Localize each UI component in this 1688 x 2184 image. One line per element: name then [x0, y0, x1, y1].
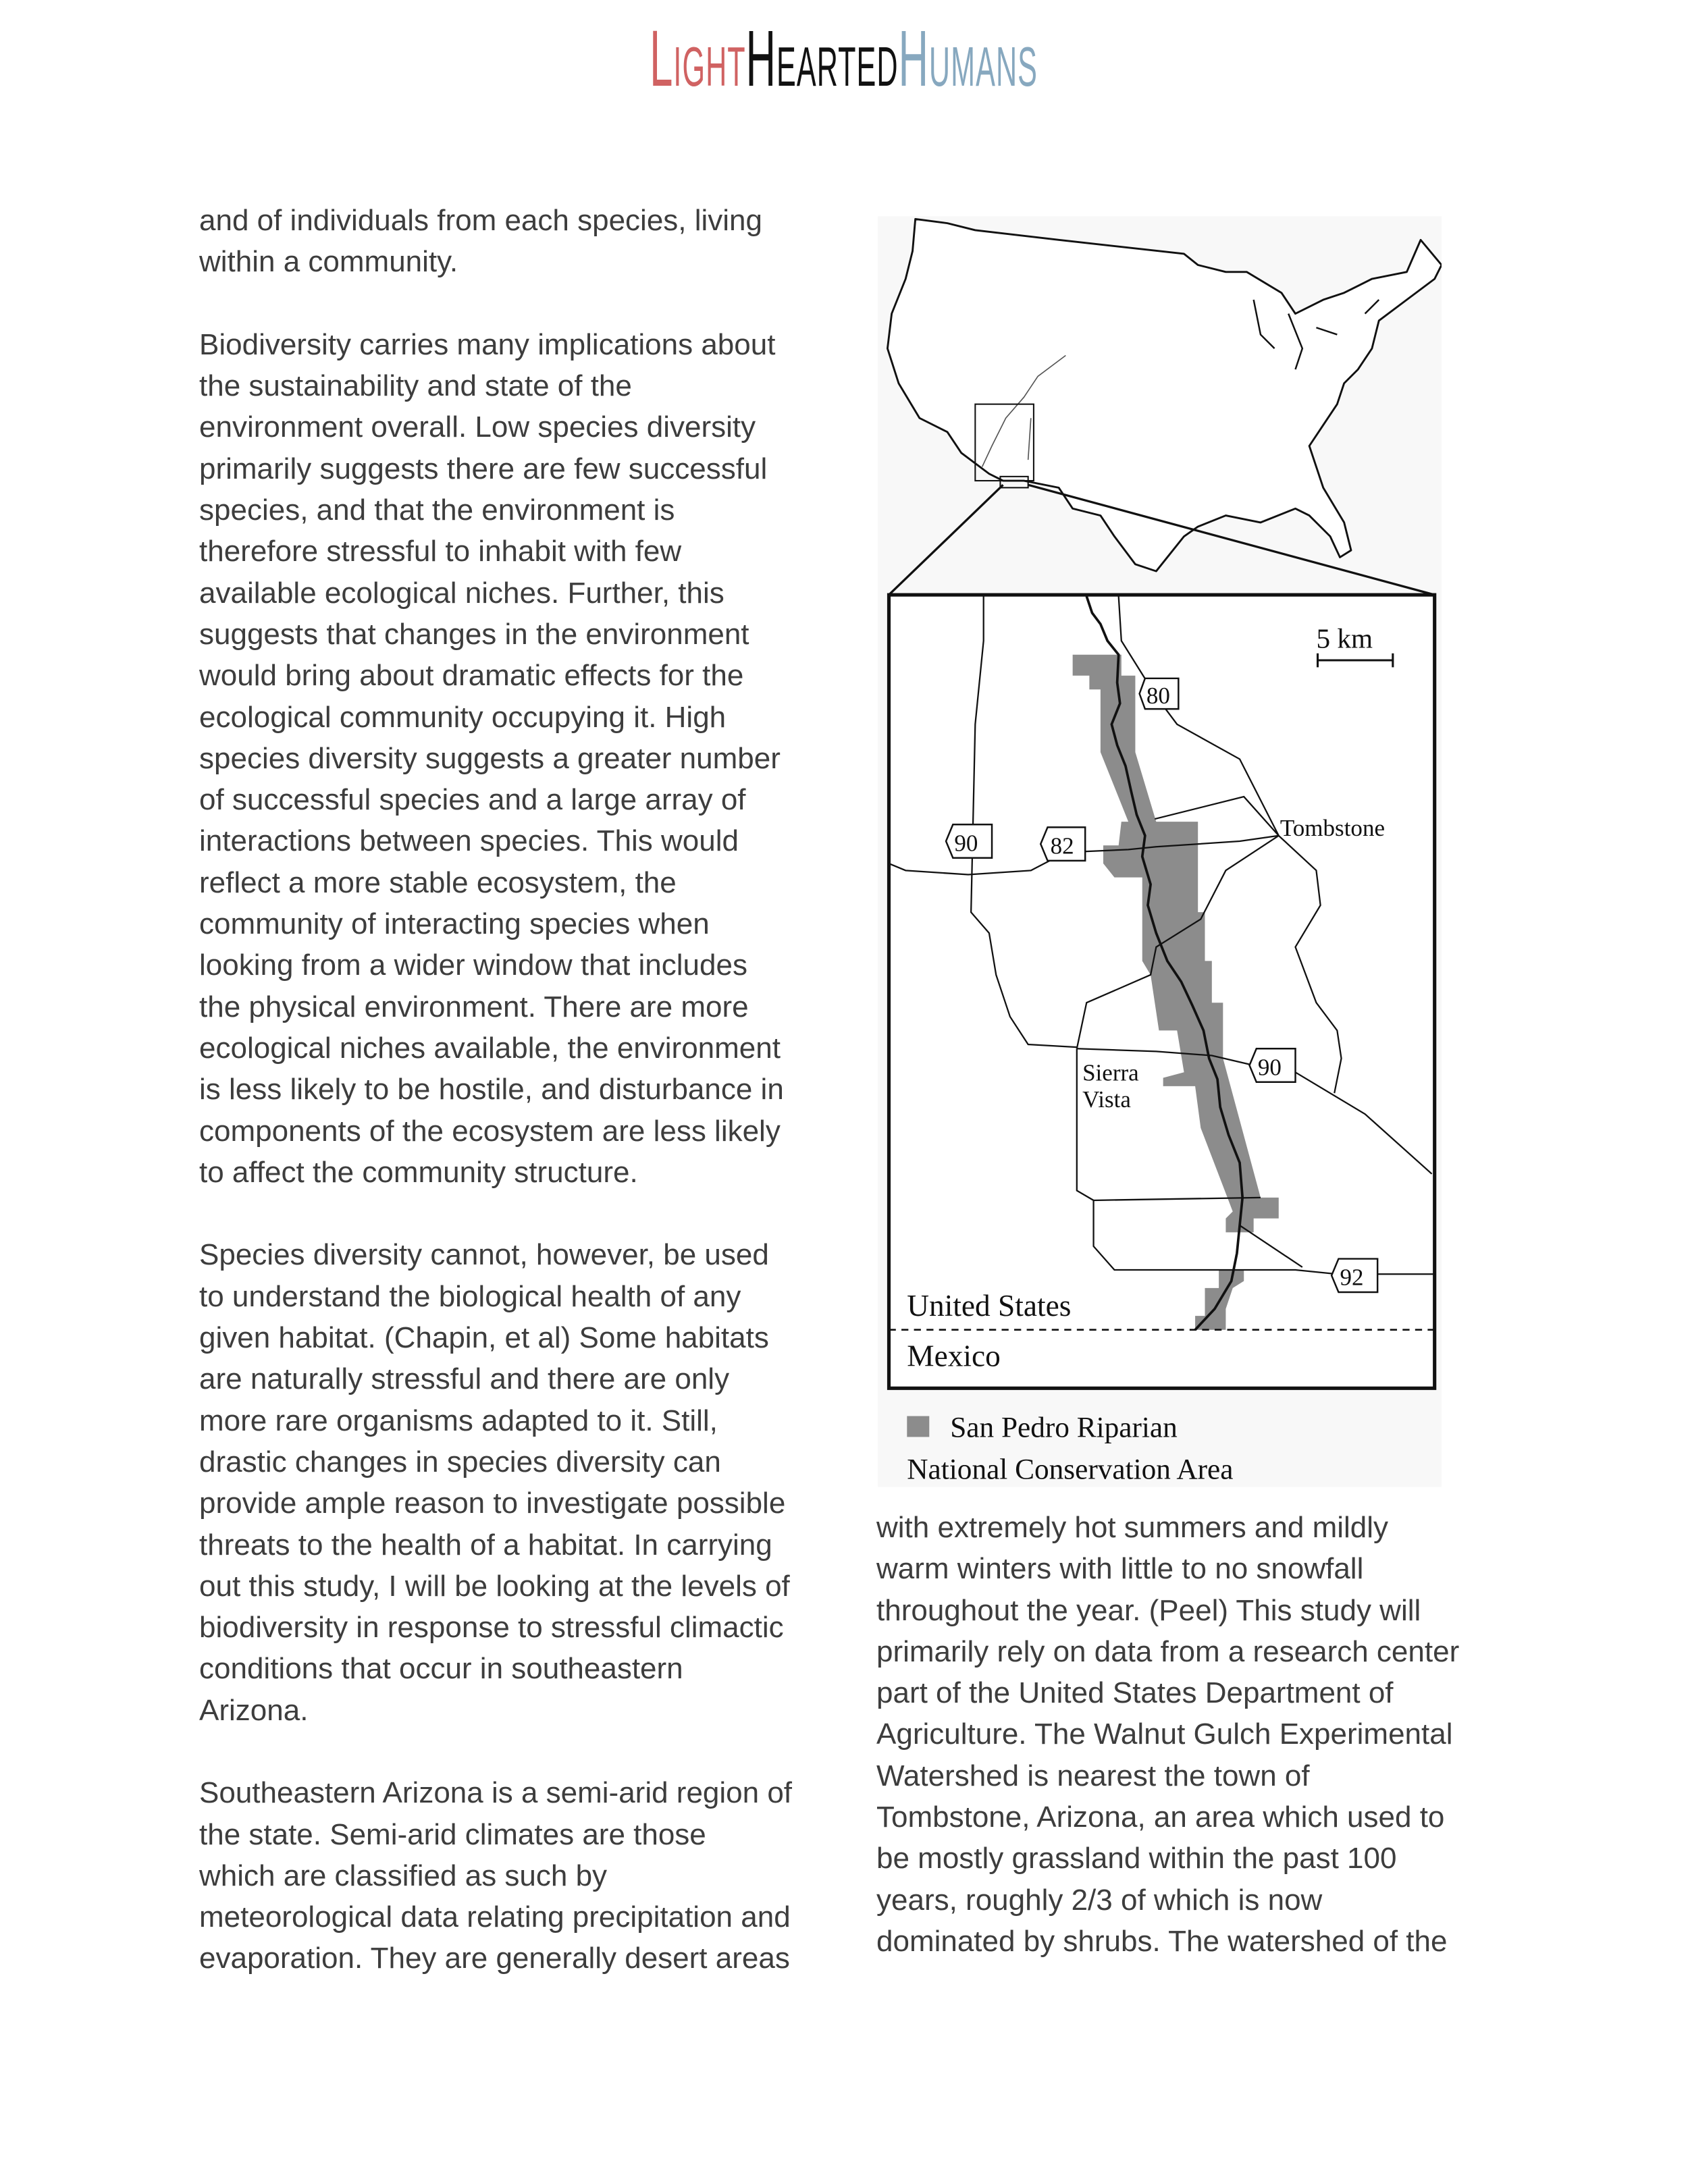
text-line: would bring about dramatic effects for the	[199, 659, 744, 693]
route-90-east-label: 90	[1257, 1054, 1282, 1081]
text-line: primarily suggests there are few successful	[199, 452, 768, 485]
text-line: ecological niches available, the environment	[199, 1031, 781, 1065]
text-line: Arizona.	[199, 1693, 309, 1727]
text-line: more rare organisms adapted to it. Still,	[199, 1404, 718, 1437]
mexico-label: Mexico	[907, 1339, 1001, 1373]
scale-label: 5 km	[1316, 622, 1373, 654]
legend-line-1: San Pedro Riparian	[950, 1411, 1178, 1444]
text-line: reflect a more stable ecosystem, the	[199, 865, 677, 899]
text-line: provide ample reason to investigate possible	[199, 1487, 786, 1520]
logo-word-humans: Humans	[898, 14, 1038, 103]
text-line: suggests that changes in the environment	[199, 617, 749, 651]
text-line: ecological community occupying it. High	[199, 700, 727, 734]
paragraph-gap	[199, 1193, 820, 1234]
text-line: species, and that the environment is	[199, 494, 675, 527]
text-line: warm winters with little to no snowfall	[876, 1552, 1364, 1586]
text-line: throughout the year. (Peel) This study will	[876, 1593, 1421, 1627]
san-pedro-map-figure	[878, 216, 1442, 1487]
legend-line-2: National Conservation Area	[907, 1453, 1234, 1486]
text-line: Agriculture. The Walnut Gulch Experimental	[876, 1717, 1453, 1751]
text-line: meteorological data relating precipitation and	[199, 1900, 791, 1934]
site-logo	[0, 15, 1688, 103]
text-line: part of the United States Department of	[876, 1676, 1394, 1710]
text-line: out this study, I will be looking at the levels of	[199, 1569, 790, 1603]
text-line: with extremely hot summers and mildly	[876, 1511, 1389, 1544]
text-line: Biodiversity carries many implications about	[199, 327, 776, 361]
paragraph	[199, 1772, 820, 1979]
legend-swatch	[907, 1416, 929, 1437]
route-90-west-label: 90	[954, 830, 978, 857]
text-line: Tombstone, Arizona, an area which used to	[876, 1801, 1445, 1834]
text-line: within a community.	[199, 245, 458, 279]
text-line: be mostly grassland within the past 100	[876, 1842, 1397, 1875]
text-line: years, roughly 2/3 of which is now	[876, 1883, 1323, 1917]
text-line: evaporation. They are generally desert areas	[199, 1942, 790, 1975]
paragraph-gap	[199, 1731, 820, 1772]
text-line: components of the ecosystem are less likely	[199, 1114, 781, 1148]
text-line: available ecological niches. Further, this	[199, 576, 724, 610]
left-text-column	[199, 200, 820, 1979]
text-line: therefore stressful to inhabit with few	[199, 535, 682, 568]
text-line: of successful species and a large array of	[199, 783, 746, 817]
text-line: which are classified as such by	[199, 1859, 608, 1892]
paragraph-gap	[199, 283, 820, 324]
text-line: dominated by shrubs. The watershed of the	[876, 1924, 1448, 1958]
paragraph	[199, 1234, 820, 1731]
text-line: drastic changes in species diversity can	[199, 1445, 721, 1479]
text-line: interactions between species. This would	[199, 824, 739, 858]
text-line: is less likely to be hostile, and disturbance in	[199, 1073, 784, 1107]
text-line: threats to the health of a habitat. In carrying	[199, 1528, 772, 1562]
sierra-vista-label-2: Vista	[1082, 1086, 1131, 1113]
text-line: to affect the community structure.	[199, 1155, 638, 1189]
logo-word-hearted: Hearted	[746, 14, 899, 103]
text-line: primarily rely on data from a research center	[876, 1634, 1460, 1668]
logo-word-light: Light	[650, 14, 747, 103]
tombstone-label: Tombstone	[1280, 814, 1386, 841]
text-line: and of individuals from each species, living	[199, 204, 763, 237]
text-line: given habitat. (Chapin, et al) Some habitats	[199, 1321, 769, 1355]
united-states-label: United States	[907, 1289, 1072, 1323]
text-line: looking from a wider window that includes	[199, 949, 747, 982]
paragraph	[199, 324, 820, 1193]
route-82-label: 82	[1050, 832, 1074, 859]
text-line: environment overall. Low species diversity	[199, 410, 756, 444]
paragraph	[876, 1507, 1498, 1962]
paragraph	[199, 200, 820, 283]
text-line: community of interacting species when	[199, 907, 710, 941]
route-92-label: 92	[1340, 1264, 1364, 1291]
text-line: biodiversity in response to stressful climactic	[199, 1611, 784, 1645]
text-line: Watershed is nearest the town of	[876, 1759, 1310, 1792]
sierra-vista-label-1: Sierra	[1082, 1059, 1139, 1086]
text-line: the state. Semi-arid climates are those	[199, 1817, 706, 1851]
text-line: the physical environment. There are more	[199, 990, 749, 1023]
text-line: conditions that occur in southeastern	[199, 1652, 683, 1686]
route-80-label: 80	[1146, 682, 1170, 709]
text-line: Southeastern Arizona is a semi-arid region of	[199, 1776, 793, 1810]
text-line: Species diversity cannot, however, be used	[199, 1238, 769, 1272]
text-line: to understand the biological health of any	[199, 1279, 741, 1313]
text-line: are naturally stressful and there are only	[199, 1362, 730, 1396]
text-line: the sustainability and state of the	[199, 369, 632, 403]
right-text-column	[876, 1507, 1498, 1962]
text-line: species diversity suggests a greater number	[199, 741, 781, 775]
